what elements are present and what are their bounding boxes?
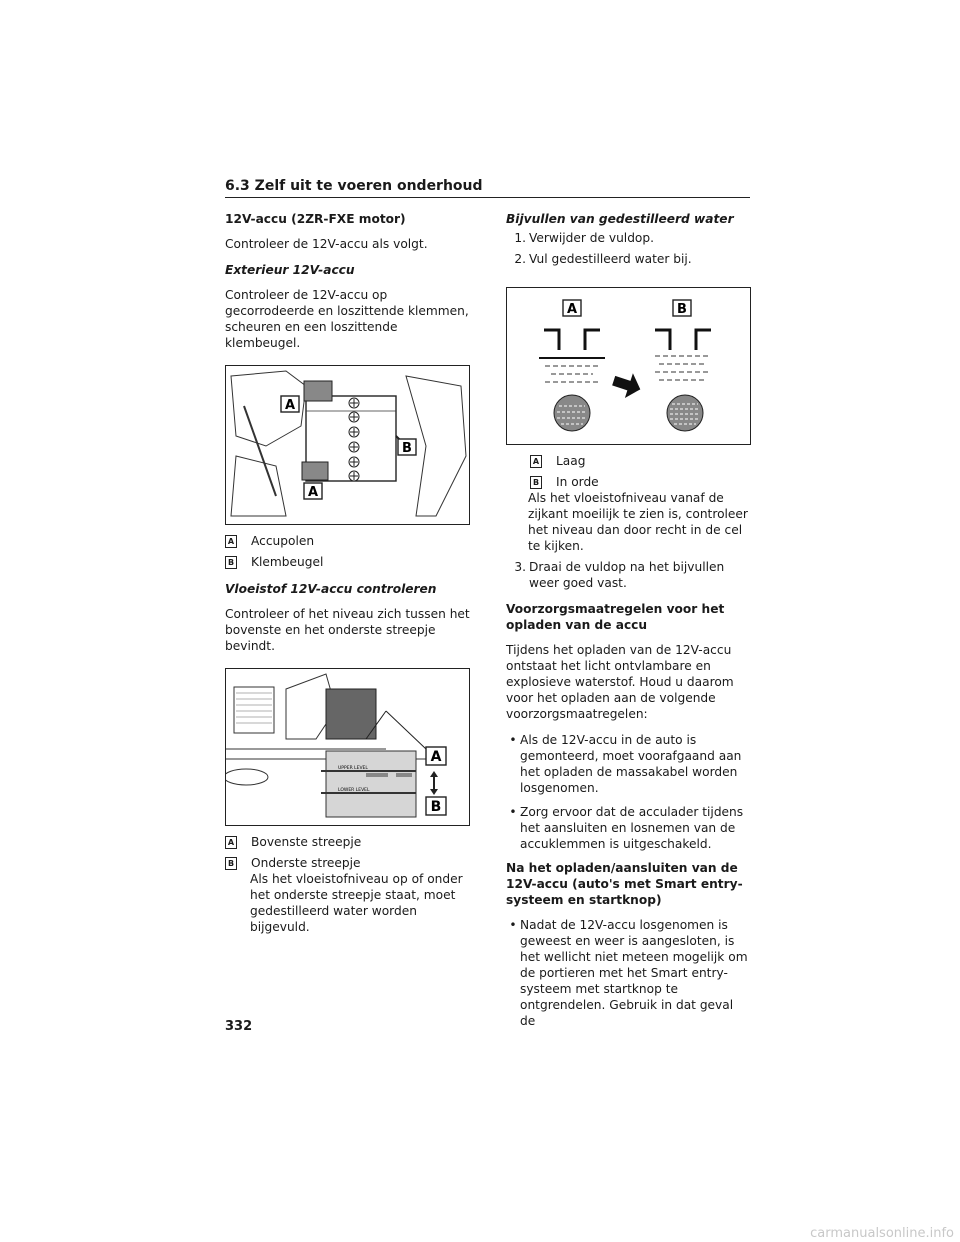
fig1-legend-a: [225, 533, 470, 549]
fig2-label-b: B: [430, 799, 442, 815]
step-2: 2. Vul gedestilleerd water bij.: [514, 252, 692, 266]
right-column: [506, 211, 751, 1037]
fig2-legend-a: [225, 834, 470, 850]
exterior-heading: Exterieur 12V-accu: [225, 263, 355, 277]
legend-key: A: [225, 836, 237, 849]
step-1: 1. Verwijder de vuldop.: [514, 231, 654, 245]
fig2-upper-text: UPPER LEVEL: [338, 766, 368, 771]
legend-label: Klembeugel: [251, 555, 324, 569]
fig3-label-a: A: [566, 302, 578, 317]
fluid-heading: Vloeistof 12V-accu controleren: [225, 582, 437, 596]
legend-key: A: [225, 535, 237, 548]
fig2-legend-b: [225, 855, 470, 871]
fig1-label-a-bottom: A: [307, 485, 319, 500]
exterior-text: Controleer de 12V-accu op gecorrodeerde en loszittende klemmen, scheuren en een loszittende klembeugel.: [225, 288, 469, 350]
left-column: [225, 211, 470, 943]
fluid-text: Controleer of het niveau zich tussen het bovenste en het onderste streepje bevindt.: [225, 607, 470, 653]
fig1-label-a-top: A: [284, 398, 296, 413]
precaution-bullet-2: • Zorg ervoor dat de acculader tijdens het aansluiten en losnemen van de accuklemmen is uitgeschakeld.: [509, 805, 744, 851]
battery-level-illustration: [226, 669, 469, 825]
fig1-legend-b: [225, 554, 470, 570]
section-header: 6.3 Zelf uit te voeren onderhoud: [225, 178, 750, 198]
watermark: carmanualsonline.info: [810, 1226, 954, 1241]
legend-key: A: [530, 455, 542, 468]
fig3-note: Als het vloeistofniveau vanaf de zijkant moeilijk te zien is, controleer het niveau dan door recht in de cel te kijken.: [528, 491, 748, 553]
legend-label: Onderste streepje: [251, 856, 361, 870]
refill-level-figure: [506, 287, 751, 445]
step-3: 3. Draai de vuldop na het bijvullen weer goed vast.: [514, 560, 725, 590]
fig2-lower-text: LOWER LEVEL: [338, 788, 370, 793]
precaution-text: Tijdens het opladen van de 12V-accu ontstaat het licht ontvlambare en explosieve waterstof. Houd u daarom voor het opladen aan de volgende voorzorgsmaatregelen:: [506, 643, 734, 721]
legend-key: B: [225, 556, 237, 569]
refill-level-illustration: [507, 288, 750, 444]
refill-steps: [506, 230, 751, 267]
battery-heading: 12V-accu (2ZR-FXE motor): [225, 212, 406, 226]
battery-intro: Controleer de 12V-accu als volgt.: [225, 237, 428, 251]
precaution-heading: Voorzorgsmaatregelen voor het opladen van de accu: [506, 602, 725, 632]
refill-heading: Bijvullen van gedestilleerd water: [506, 212, 734, 226]
fig3-legend-b: [530, 474, 751, 490]
after-heading: Na het opladen/aansluiten van de 12V-accu (auto's met Smart entry-systeem en startknop): [506, 861, 743, 907]
fig1-label-b: B: [402, 441, 412, 456]
legend-key: B: [225, 857, 237, 870]
after-bullet-1: • Nadat de 12V-accu losgenomen is geweest en weer is aangesloten, is het wellicht niet meteen mogelijk om de portieren met het Smart entry-systeem met startknop te ontgrendelen. Gebruik in dat geval de: [509, 918, 748, 1028]
legend-label: Bovenste streepje: [251, 835, 362, 849]
battery-level-figure: [225, 668, 470, 826]
page-number: 332: [225, 1019, 253, 1034]
battery-exterior-illustration: [226, 366, 469, 524]
legend-label: Laag: [556, 454, 586, 468]
battery-exterior-figure: [225, 365, 470, 525]
legend-key: B: [530, 476, 542, 489]
precaution-bullet-1: • Als de 12V-accu in de auto is gemonteerd, moet voorafgaand aan het opladen de massakabel worden losgenomen.: [509, 733, 742, 795]
fig2-label-a: A: [430, 749, 442, 765]
fig3-label-b: B: [677, 302, 687, 317]
legend-label: In orde: [556, 475, 599, 489]
fig3-legend-a: [530, 453, 751, 469]
legend-label: Accupolen: [251, 534, 315, 548]
fig2-note: Als het vloeistofniveau op of onder het onderste streepje staat, moet gedestilleerd water worden bijgevuld.: [250, 872, 463, 934]
